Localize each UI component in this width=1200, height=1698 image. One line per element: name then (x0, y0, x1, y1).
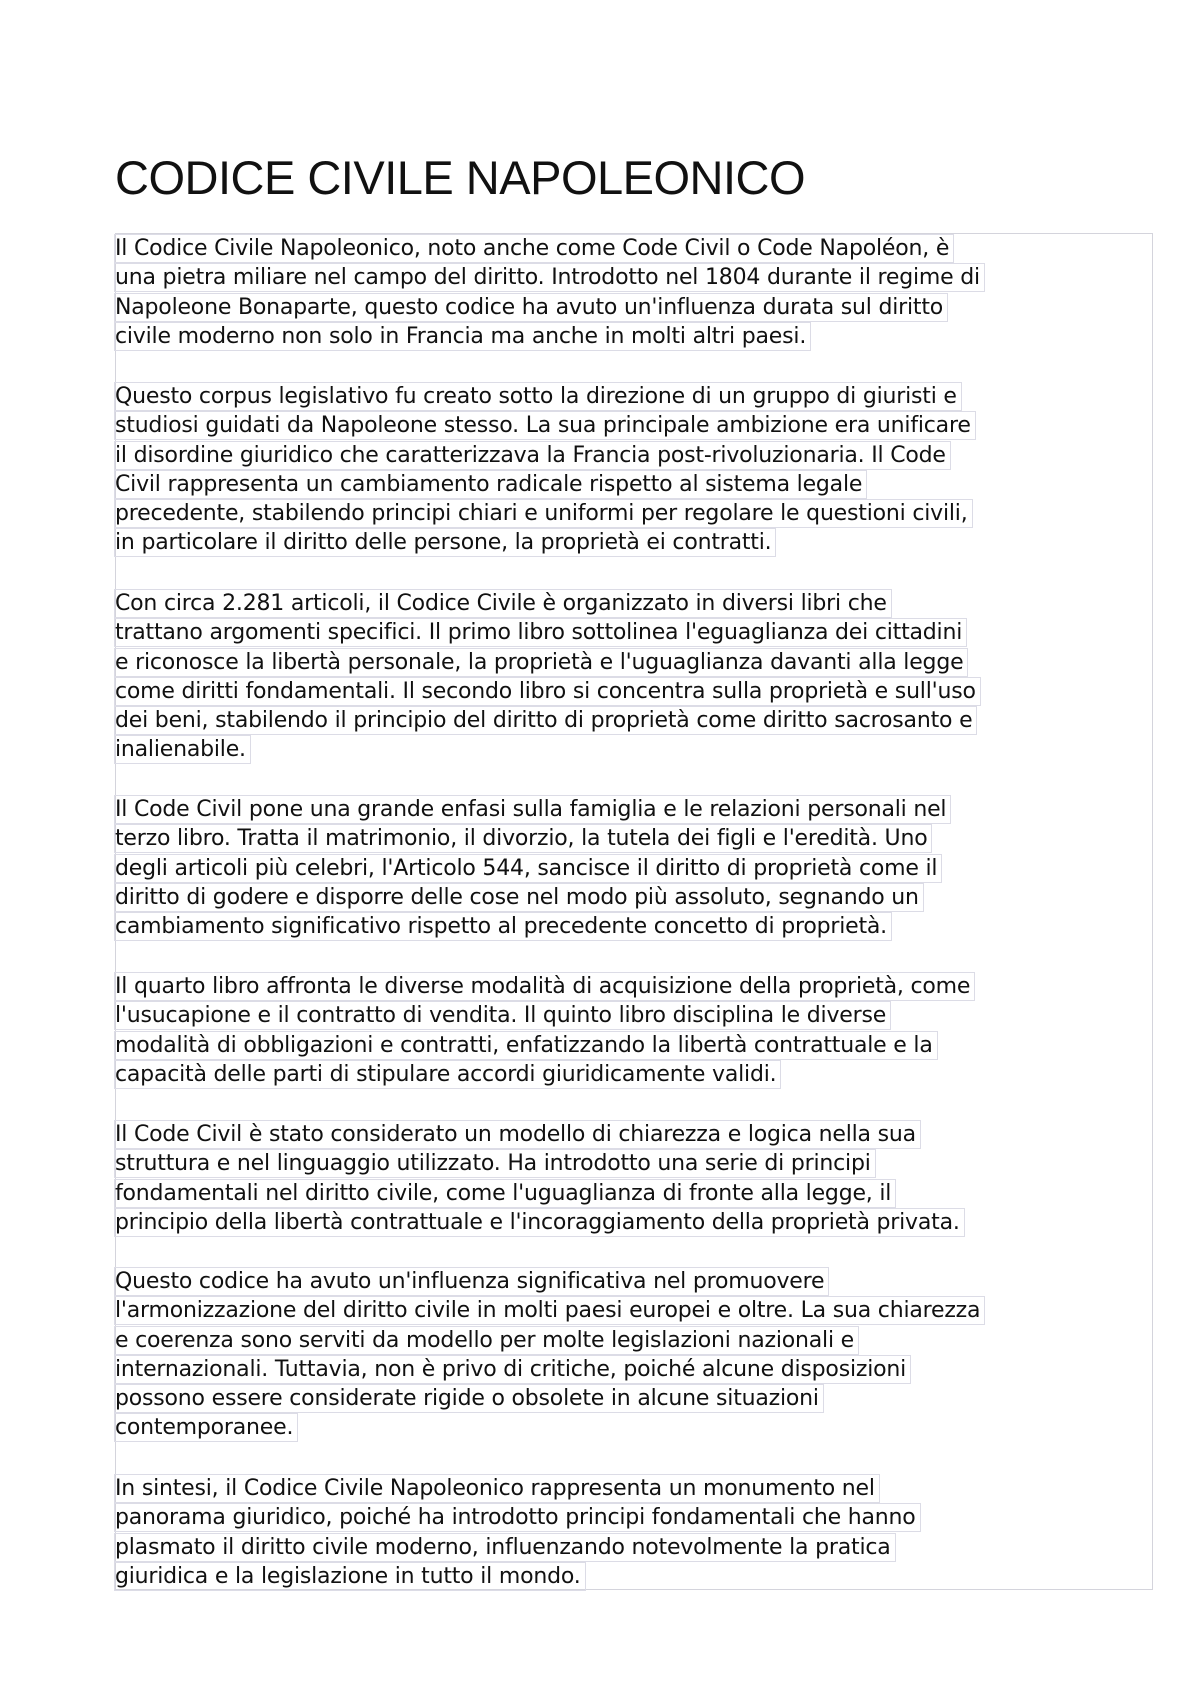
text-line: diritto di godere e disporre delle cose nel modo più assoluto, segnando un (115, 884, 1155, 913)
text-line: Napoleone Bonaparte, questo codice ha avuto un'influenza durata sul diritto (115, 294, 1155, 323)
text-line: panorama giuridico, poiché ha introdotto principi fondamentali che hanno (115, 1504, 1155, 1533)
text-line: modalità di obbligazioni e contratti, enfatizzando la libertà contrattuale e la (115, 1032, 1155, 1061)
text-line: civile moderno non solo in Francia ma anche in molti altri paesi. (115, 323, 1155, 352)
text-line: In sintesi, il Codice Civile Napoleonico rappresenta un monumento nel (115, 1475, 1155, 1504)
text-line: Il Code Civil pone una grande enfasi sulla famiglia e le relazioni personali nel (115, 796, 1155, 825)
text-line: l'usucapione e il contratto di vendita. Il quinto libro disciplina le diverse (115, 1002, 1155, 1031)
text-line: Con circa 2.281 articoli, il Codice Civile è organizzato in diversi libri che (115, 590, 1155, 619)
text-line: e coerenza sono serviti da modello per molte legislazioni nazionali e (115, 1327, 1155, 1356)
text-line: una pietra miliare nel campo del diritto. Introdotto nel 1804 durante il regime di (115, 264, 1155, 293)
text-line: e riconosce la libertà personale, la proprietà e l'uguaglianza davanti alla legge (115, 649, 1155, 678)
text-line: plasmato il diritto civile moderno, influenzando notevolmente la pratica (115, 1534, 1155, 1563)
paragraph (115, 1121, 1155, 1238)
text-line: principio della libertà contrattuale e l'incoraggiamento della proprietà privata. (115, 1209, 1155, 1238)
text-line: in particolare il diritto delle persone, la proprietà ei contratti. (115, 529, 1155, 558)
text-line: contemporanee. (115, 1414, 1155, 1443)
text-line: Il quarto libro affronta le diverse modalità di acquisizione della proprietà, come (115, 973, 1155, 1002)
text-line: degli articoli più celebri, l'Articolo 544, sancisce il diritto di proprietà come il (115, 855, 1155, 884)
text-line: precedente, stabilendo principi chiari e uniformi per regolare le questioni civili, (115, 500, 1155, 529)
text-line: studiosi guidati da Napoleone stesso. La sua principale ambizione era unificare (115, 412, 1155, 441)
text-line: terzo libro. Tratta il matrimonio, il divorzio, la tutela dei figli e l'eredità. Uno (115, 825, 1155, 854)
text-line: fondamentali nel diritto civile, come l'uguaglianza di fronte alla legge, il (115, 1180, 1155, 1209)
paragraph (115, 235, 1155, 352)
paragraph (115, 383, 1155, 559)
text-line: Il Code Civil è stato considerato un modello di chiarezza e logica nella sua (115, 1121, 1155, 1150)
paragraph (115, 796, 1155, 942)
paragraph (115, 1268, 1155, 1444)
text-line: giuridica e la legislazione in tutto il mondo. (115, 1563, 1155, 1592)
paragraph (115, 973, 1155, 1090)
text-line: trattano argomenti specifici. Il primo libro sottolinea l'eguaglianza dei cittadini (115, 619, 1155, 648)
text-line: possono essere considerate rigide o obsolete in alcune situazioni (115, 1385, 1155, 1414)
text-line: dei beni, stabilendo il principio del diritto di proprietà come diritto sacrosanto e (115, 707, 1155, 736)
text-line: internazionali. Tuttavia, non è privo di critiche, poiché alcune disposizioni (115, 1356, 1155, 1385)
text-line: capacità delle parti di stipulare accordi giuridicamente validi. (115, 1061, 1155, 1090)
paragraph (115, 590, 1155, 766)
text-line: come diritti fondamentali. Il secondo libro si concentra sulla proprietà e sull'uso (115, 678, 1155, 707)
text-line: Questo corpus legislativo fu creato sotto la direzione di un gruppo di giuristi e (115, 383, 1155, 412)
text-line: Il Codice Civile Napoleonico, noto anche come Code Civil o Code Napoléon, è (115, 235, 1155, 264)
text-line: cambiamento significativo rispetto al precedente concetto di proprietà. (115, 913, 1155, 942)
text-line: l'armonizzazione del diritto civile in molti paesi europei e oltre. La sua chiarezza (115, 1297, 1155, 1326)
document-title: CODICE CIVILE NAPOLEONICO (115, 151, 806, 204)
text-line: il disordine giuridico che caratterizzava la Francia post-rivoluzionaria. Il Code (115, 442, 1155, 471)
text-line: struttura e nel linguaggio utilizzato. Ha introdotto una serie di principi (115, 1150, 1155, 1179)
text-line: inalienabile. (115, 736, 1155, 765)
text-line: Civil rappresenta un cambiamento radicale rispetto al sistema legale (115, 471, 1155, 500)
paragraph (115, 1475, 1155, 1592)
text-line: Questo codice ha avuto un'influenza significativa nel promuovere (115, 1268, 1155, 1297)
